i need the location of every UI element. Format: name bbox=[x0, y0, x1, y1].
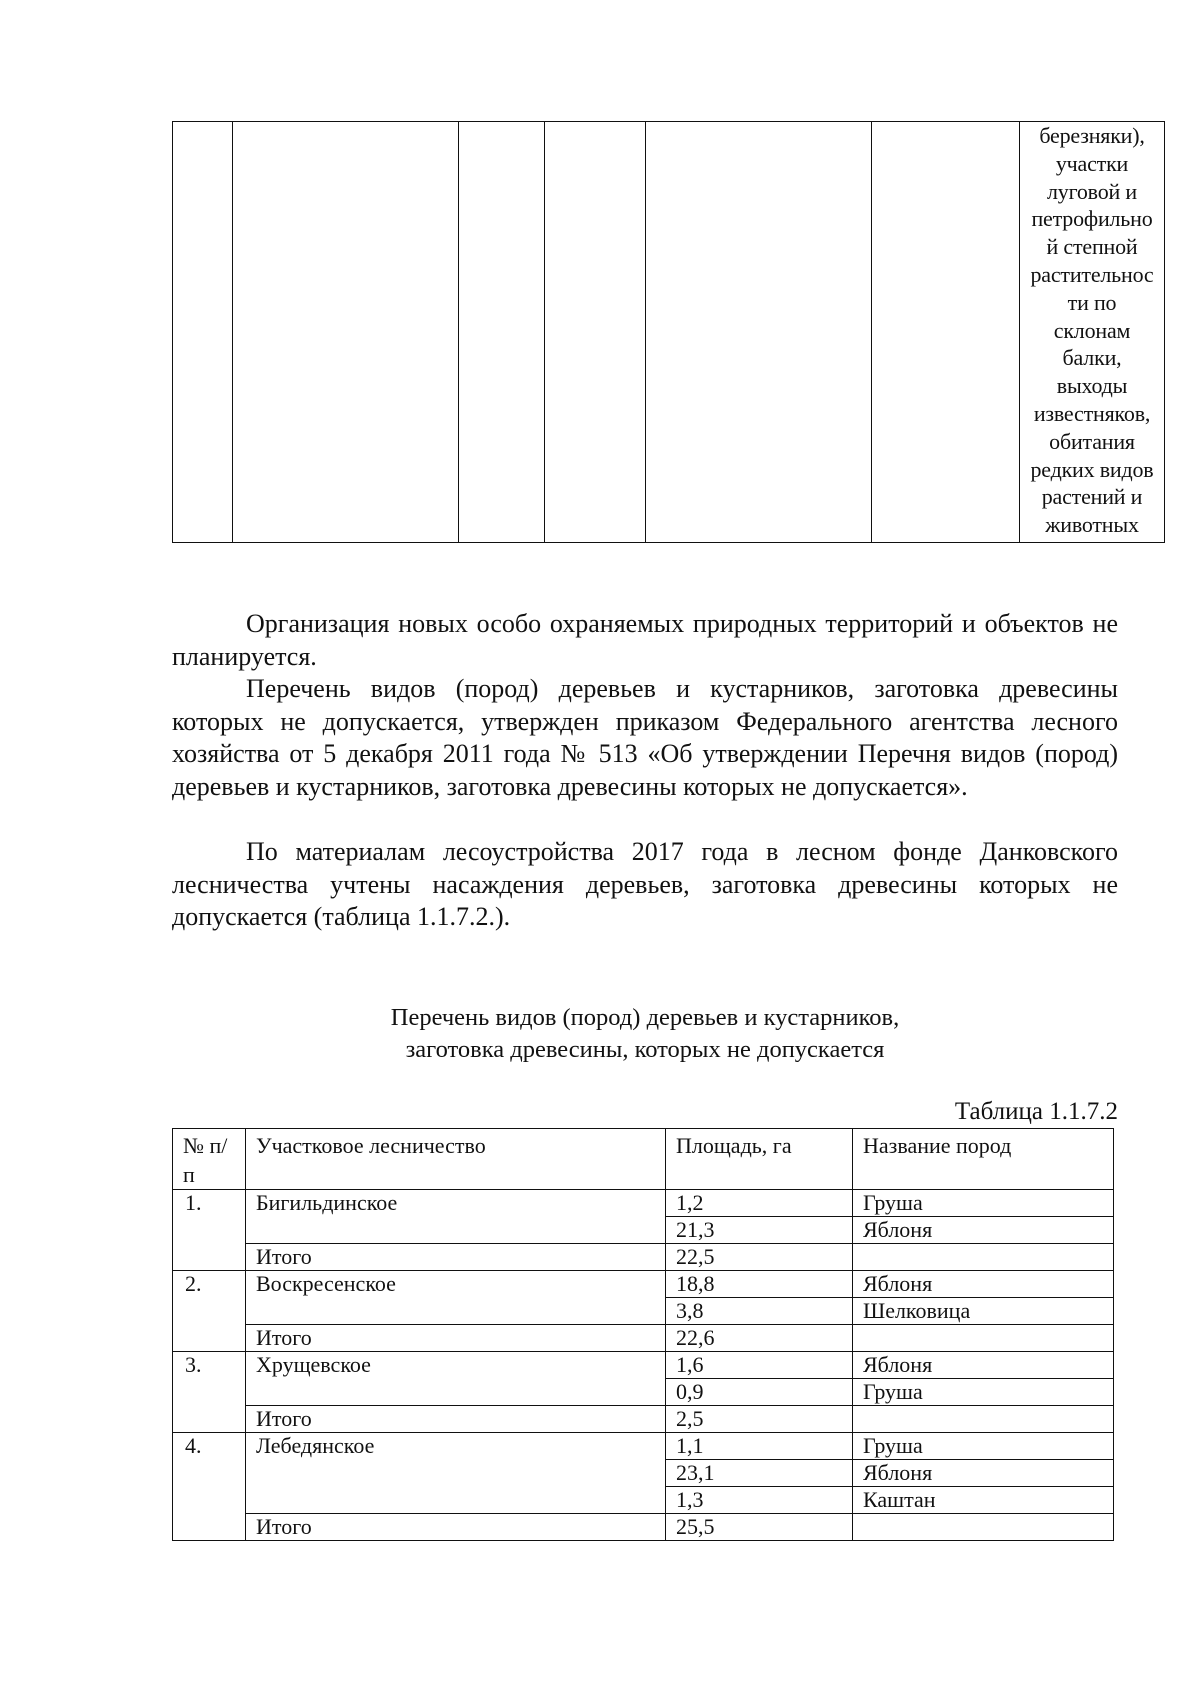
paragraph-forest-inventory: По материалам лесоустройства 2017 года в лесном фонде Данковского лесничества учтены насаждения деревьев, заготовка древесины которых не допускается (таблица 1.1.7.2.). bbox=[172, 837, 1118, 931]
total-species-empty bbox=[853, 1406, 1114, 1433]
description-line: животных bbox=[1045, 512, 1139, 538]
species-name: Груша bbox=[853, 1379, 1114, 1406]
total-species-empty bbox=[853, 1325, 1114, 1352]
description-line: растительнос bbox=[1030, 261, 1154, 287]
area-value: 1,1 bbox=[666, 1433, 853, 1460]
total-label: Итого bbox=[246, 1406, 666, 1433]
table-header-row bbox=[173, 1129, 1114, 1190]
row-number: 1. bbox=[173, 1190, 246, 1271]
area-value: 3,8 bbox=[666, 1298, 853, 1325]
table-row bbox=[173, 1271, 1114, 1298]
description-line: растений и bbox=[1041, 484, 1143, 510]
description-line: ти по bbox=[1067, 289, 1117, 315]
empty-cell bbox=[872, 122, 1020, 543]
species-name: Яблоня bbox=[853, 1460, 1114, 1487]
area-value: 1,6 bbox=[666, 1352, 853, 1379]
header-area: Площадь, га bbox=[666, 1129, 853, 1190]
table-number-label: Таблица 1.1.7.2 bbox=[954, 1098, 1118, 1125]
continuation-table bbox=[172, 121, 1165, 543]
total-value: 2,5 bbox=[666, 1406, 853, 1433]
description-line: луговой и bbox=[1047, 178, 1137, 204]
caption-line-2: заготовка древесины, которых не допускается bbox=[405, 1036, 885, 1063]
area-value: 21,3 bbox=[666, 1217, 853, 1244]
table-body bbox=[173, 1190, 1114, 1541]
total-value: 25,5 bbox=[666, 1514, 853, 1541]
empty-cell bbox=[233, 122, 459, 543]
species-name: Яблоня bbox=[853, 1352, 1114, 1379]
forestry-name: Хрущевское bbox=[246, 1352, 666, 1406]
total-value: 22,6 bbox=[666, 1325, 853, 1352]
empty-cell bbox=[646, 122, 872, 543]
area-value: 18,8 bbox=[666, 1271, 853, 1298]
area-value: 1,3 bbox=[666, 1487, 853, 1514]
total-label: Итого bbox=[246, 1325, 666, 1352]
area-value: 23,1 bbox=[666, 1460, 853, 1487]
forestry-name: Лебедянское bbox=[246, 1433, 666, 1514]
total-species-empty bbox=[853, 1514, 1114, 1541]
empty-cell bbox=[545, 122, 646, 543]
table-row bbox=[173, 1433, 1114, 1460]
forestry-name: Воскресенское bbox=[246, 1271, 666, 1325]
area-value: 0,9 bbox=[666, 1379, 853, 1406]
paragraph-new-territories: Организация новых особо охраняемых природных территорий и объектов не планируется. bbox=[172, 609, 1118, 671]
continuation-row bbox=[173, 122, 1165, 543]
caption-line-1: Перечень видов (пород) деревьев и кустарников, bbox=[390, 1004, 900, 1031]
description-line: известняков, bbox=[1033, 400, 1151, 426]
protected-species-table bbox=[172, 1128, 1114, 1541]
species-name: Яблоня bbox=[853, 1271, 1114, 1298]
total-label: Итого bbox=[246, 1514, 666, 1541]
species-name: Груша bbox=[853, 1190, 1114, 1217]
total-row bbox=[173, 1406, 1114, 1433]
total-value: 22,5 bbox=[666, 1244, 853, 1271]
species-name: Каштан bbox=[853, 1487, 1114, 1514]
description-cell bbox=[1020, 122, 1165, 543]
header-species: Название пород bbox=[853, 1129, 1114, 1190]
forestry-name: Бигильдинское bbox=[246, 1190, 666, 1244]
header-num: № п/п bbox=[173, 1129, 246, 1190]
total-row bbox=[173, 1244, 1114, 1271]
description-line: березняки), bbox=[1039, 123, 1145, 148]
description-line: склонам bbox=[1053, 317, 1131, 343]
area-value: 1,2 bbox=[666, 1190, 853, 1217]
total-species-empty bbox=[853, 1244, 1114, 1271]
species-name: Яблоня bbox=[853, 1217, 1114, 1244]
row-number: 2. bbox=[173, 1271, 246, 1352]
total-label: Итого bbox=[246, 1244, 666, 1271]
total-row bbox=[173, 1514, 1114, 1541]
table-row bbox=[173, 1190, 1114, 1217]
description-line: петрофильно bbox=[1031, 206, 1153, 232]
description-line: выходы bbox=[1056, 373, 1128, 399]
description-line: участки bbox=[1055, 150, 1129, 176]
description-line: балки, bbox=[1062, 345, 1122, 371]
table-row bbox=[173, 1352, 1114, 1379]
description-line: редких видов bbox=[1030, 456, 1154, 482]
species-name: Груша bbox=[853, 1433, 1114, 1460]
total-row bbox=[173, 1325, 1114, 1352]
row-number: 4. bbox=[173, 1433, 246, 1541]
header-forestry: Участковое лесничество bbox=[246, 1129, 666, 1190]
empty-cell bbox=[459, 122, 545, 543]
description-line: й степной bbox=[1046, 234, 1138, 260]
paragraph-species-list-order: Перечень видов (пород) деревьев и кустарников, заготовка древесины которых не допускается, утвержден приказом Федерального агентства лесного хозяйства от 5 декабря 2011 года № 513 «Об утверждении Перечня видов (пород) деревьев и кустарников, заготовка древесины которых не допускается». bbox=[172, 674, 1118, 801]
table-caption bbox=[172, 1002, 1118, 1066]
description-line: обитания bbox=[1049, 428, 1135, 454]
empty-cell bbox=[173, 122, 233, 543]
row-number: 3. bbox=[173, 1352, 246, 1433]
species-name: Шелковица bbox=[853, 1298, 1114, 1325]
